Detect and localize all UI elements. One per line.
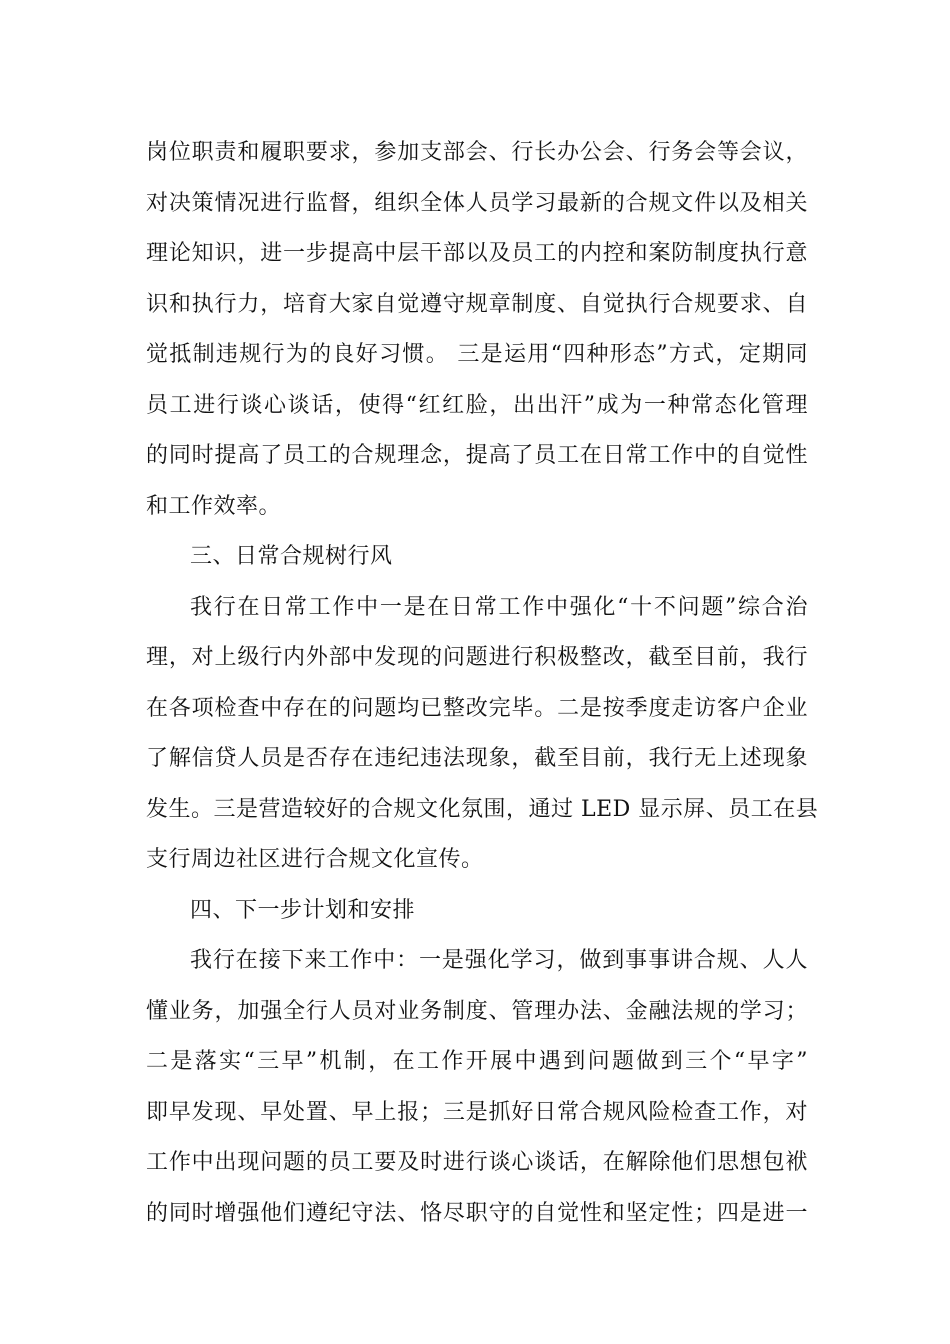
text-line: 我行在日常工作中一是在日常工作中强化“十不问题”综合治 (190, 594, 808, 620)
section-heading: 三、日常合规树行风 (190, 544, 393, 569)
text-line: 岗位职责和履职要求，参加支部会、行长办公会、行务会等会议， (146, 140, 808, 165)
text-line: 和工作效率。 (146, 493, 282, 519)
text-line: 懂业务，加强全行人员对业务制度、管理办法、金融法规的学习； (146, 998, 808, 1024)
text-line: 理论知识，进一步提高中层干部以及员工的内控和案防制度执行意 (146, 241, 808, 266)
text-line: 在各项检查中存在的问题均已整改完毕。二是按季度走访客户企业 (146, 695, 808, 721)
text-line: 觉抵制违规行为的良好习惯。 三是运用“四种形态”方式，定期同 (146, 342, 808, 367)
text-line: 即早发现、早处置、早上报；三是抓好日常合规风险检查工作，对 (146, 1099, 808, 1125)
text-line: 识和执行力，培育大家自觉遵守规章制度、自觉执行合规要求、自 (146, 291, 808, 317)
text-line: 员工进行谈心谈话，使得“红红脸，出出汗”成为一种常态化管理 (146, 392, 808, 418)
text-line: 二是落实“三早”机制，在工作开展中遇到问题做到三个“早字” (146, 1049, 808, 1074)
text-line: 的同时提高了员工的合规理念，提高了员工在日常工作中的自觉性 (146, 443, 808, 468)
text-line: 我行在接下来工作中：一是强化学习，做到事事讲合规、人人 (190, 948, 808, 973)
text-line: 了解信贷人员是否存在违纪违法现象，截至目前，我行无上述现象 (146, 746, 808, 771)
text-line: 支行周边社区进行合规文化宣传。 (146, 847, 484, 872)
text-line: 对决策情况进行监督，组织全体人员学习最新的合规文件以及相关 (146, 190, 808, 216)
text-line: 工作中出现问题的员工要及时进行谈心谈话，在解除他们思想包袱 (146, 1150, 808, 1175)
text-line: 发生。三是营造较好的合规文化氛围，通过 LED 显示屏、员工在县 (146, 796, 819, 822)
text-line: 理，对上级行内外部中发现的问题进行积极整改，截至目前，我行 (146, 645, 808, 670)
document-body (146, 128, 819, 1239)
section-heading: 四、下一步计划和安排 (190, 897, 416, 923)
text-line: 的同时增强他们遵纪守法、恪尽职守的自觉性和坚定性；四是进一 (146, 1200, 808, 1226)
